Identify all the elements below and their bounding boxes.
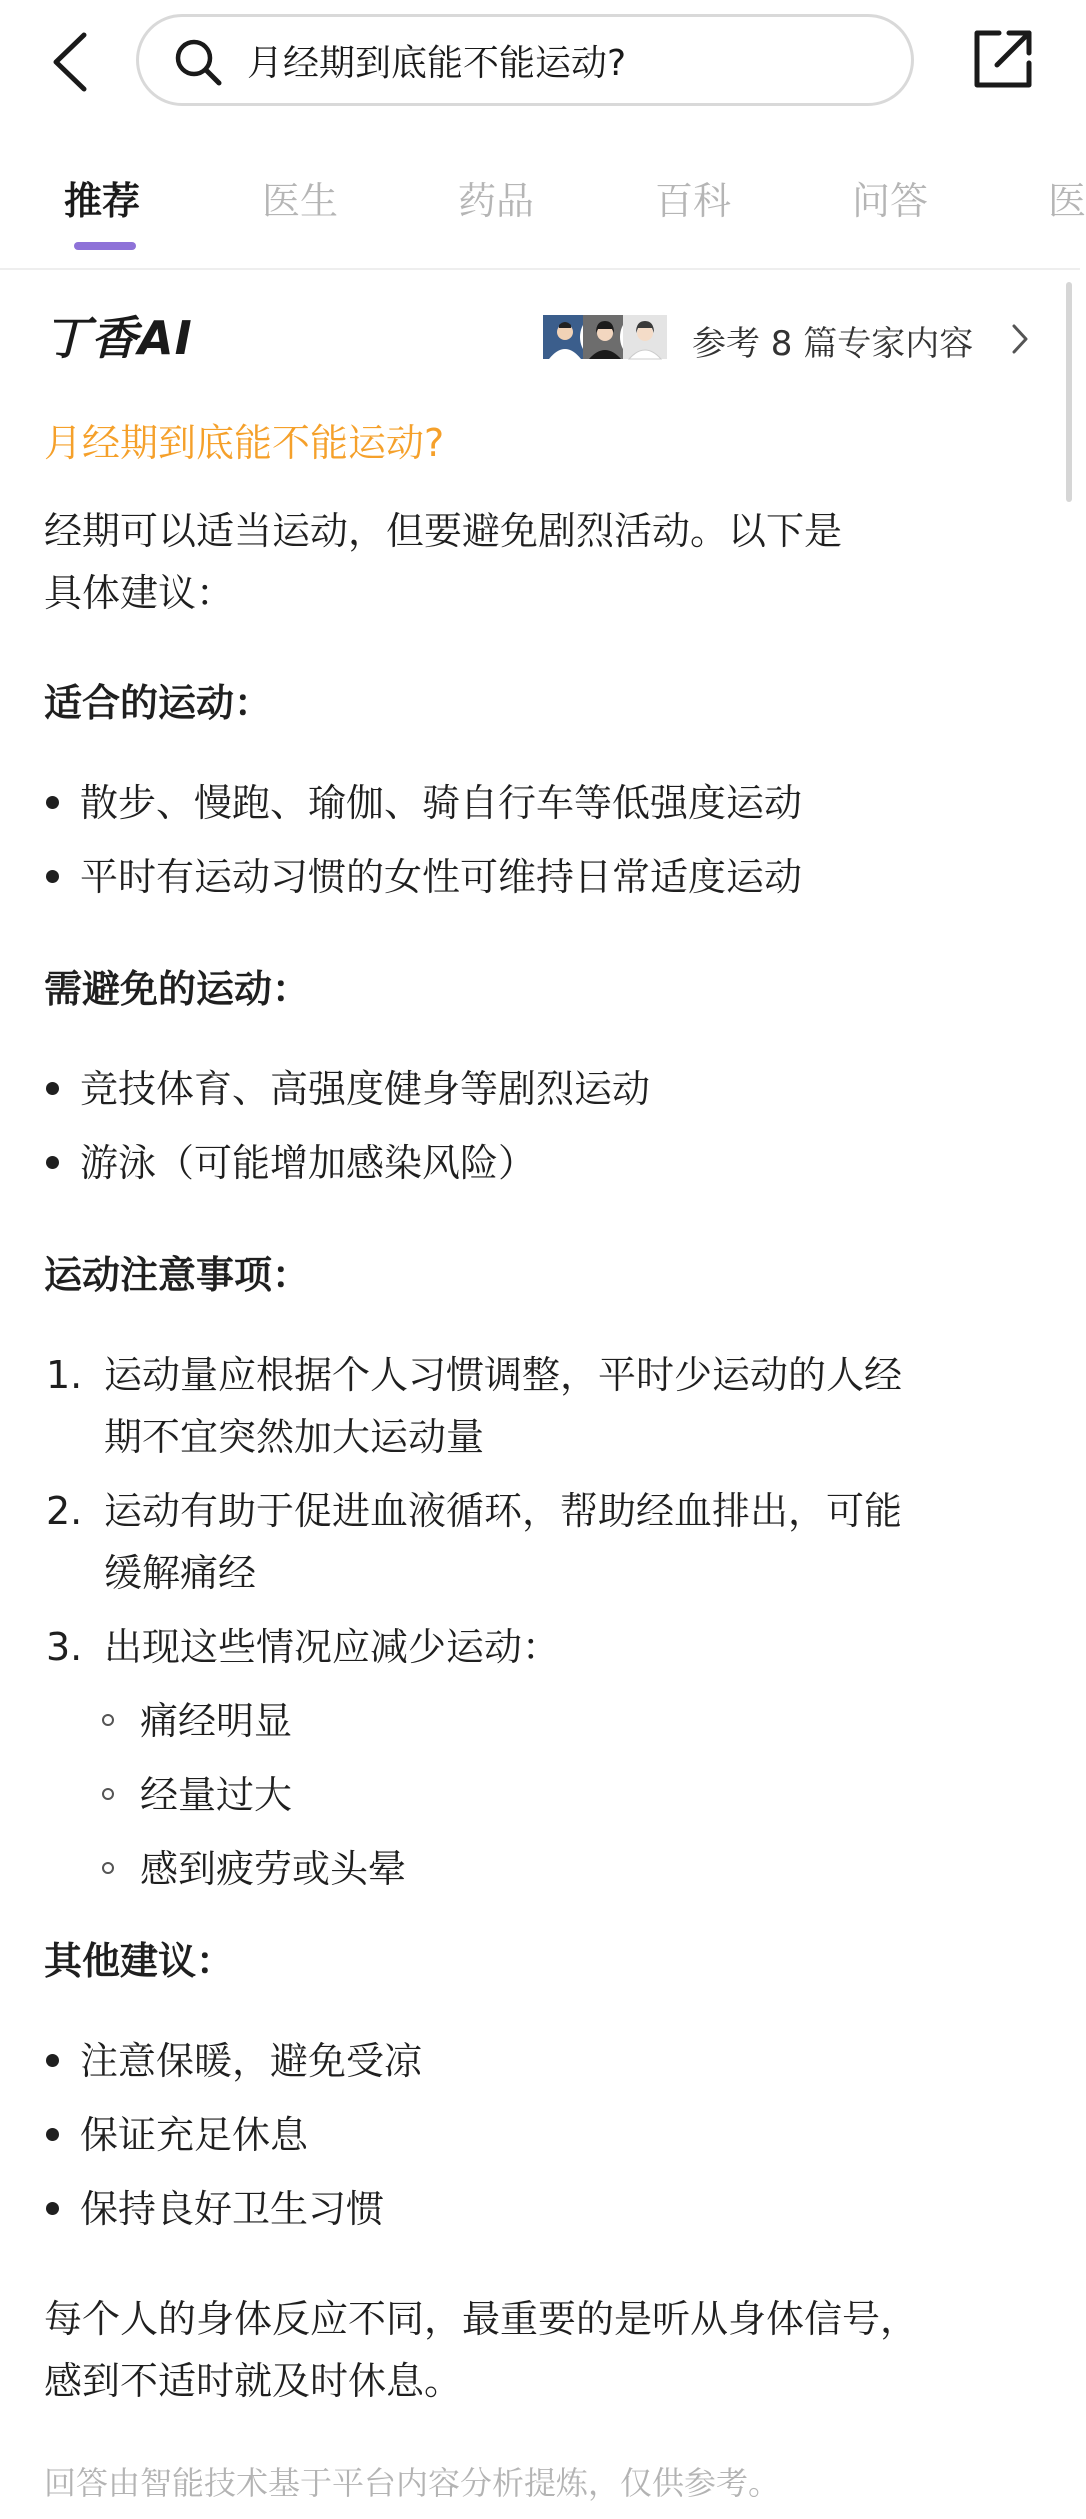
answer-intro: 经期可以适当运动，但要避免剧烈活动。以下是 xyxy=(44,509,843,553)
list-number: 2. xyxy=(46,1489,83,1533)
dxy-ai-logo xyxy=(44,312,193,368)
section-heading-avoid: 需避免的运动： xyxy=(44,967,311,1011)
circle-bullet-icon xyxy=(102,1788,114,1800)
bullet-icon xyxy=(46,2202,59,2215)
list-item-text: 缓解痛经 xyxy=(104,1551,257,1595)
chevron-right-icon xyxy=(1008,322,1032,356)
doctor-avatar-icon xyxy=(623,315,667,359)
bullet-icon xyxy=(46,2128,59,2141)
tab-qa[interactable]: 问答 xyxy=(852,179,929,223)
list-item-text: 期不宜突然加大运动量 xyxy=(104,1415,485,1459)
circle-bullet-icon xyxy=(102,1714,114,1726)
top-bar xyxy=(0,0,1080,128)
list-item-text: 感到疲劳或头晕 xyxy=(140,1847,407,1891)
list-item-text: 游泳（可能增加感染风险） xyxy=(80,1141,537,1185)
search-input[interactable] xyxy=(247,27,867,93)
chevron-left-icon xyxy=(50,31,90,93)
answer-intro: 具体建议： xyxy=(44,571,235,615)
list-item-text: 运动有助于促进血液循环，帮助经血排出，可能 xyxy=(104,1489,903,1533)
ai-logo-text: 丁香AI xyxy=(44,311,193,365)
category-tabs xyxy=(0,150,1086,270)
expert-reference-link[interactable] xyxy=(540,312,1040,368)
list-item-text: 竞技体育、高强度健身等剧烈运动 xyxy=(80,1067,651,1111)
bullet-icon xyxy=(46,1156,59,1169)
search-box[interactable] xyxy=(136,14,914,106)
share-button[interactable] xyxy=(968,24,1038,94)
back-button[interactable] xyxy=(40,22,100,102)
bullet-icon xyxy=(46,1082,59,1095)
tab-encyclopedia[interactable]: 百科 xyxy=(655,179,732,223)
tab-doctor[interactable]: 医生 xyxy=(262,179,339,223)
tab-recommend[interactable]: 推荐 xyxy=(64,179,141,223)
list-number: 3. xyxy=(46,1625,83,1669)
list-item-text: 散步、慢跑、瑜伽、骑自行车等低强度运动 xyxy=(80,781,803,825)
section-heading-notes: 运动注意事项： xyxy=(44,1253,311,1297)
list-item-text: 平时有运动习惯的女性可维持日常适度运动 xyxy=(80,855,803,899)
bullet-icon xyxy=(46,870,59,883)
bullet-icon xyxy=(46,796,59,809)
list-item-text: 出现这些情况应减少运动： xyxy=(104,1625,561,1669)
tab-more[interactable]: 医 xyxy=(1048,179,1086,223)
tab-medicine[interactable]: 药品 xyxy=(458,179,535,223)
section-heading-other: 其他建议： xyxy=(44,1939,235,1983)
avatar xyxy=(620,312,670,362)
bullet-icon xyxy=(46,2054,59,2067)
list-item-text: 运动量应根据个人习惯调整，平时少运动的人经 xyxy=(104,1353,903,1397)
list-item-text: 注意保暖，避免受凉 xyxy=(80,2039,423,2083)
share-external-icon xyxy=(971,27,1035,91)
circle-bullet-icon xyxy=(102,1862,114,1874)
answer-closing: 感到不适时就及时休息。 xyxy=(44,2359,463,2403)
list-item-text: 经量过大 xyxy=(140,1773,293,1817)
scrollbar[interactable] xyxy=(1066,282,1072,502)
reference-count-text: 参考 8 篇专家内容 xyxy=(692,324,974,364)
search-icon xyxy=(173,37,223,87)
ai-disclaimer: 回答由智能技术基于平台内容分析提炼，仅供参考。 xyxy=(44,2464,781,2502)
answer-closing: 每个人的身体反应不同，最重要的是听从身体信号， xyxy=(44,2297,919,2341)
list-number: 1. xyxy=(46,1353,83,1397)
list-item-text: 痛经明显 xyxy=(140,1699,293,1743)
active-tab-indicator xyxy=(74,242,136,250)
answer-question-title: 月经期到底能不能运动? xyxy=(44,421,445,465)
section-heading-suitable: 适合的运动： xyxy=(44,681,273,725)
list-item-text: 保证充足休息 xyxy=(80,2113,309,2157)
list-item-text: 保持良好卫生习惯 xyxy=(80,2187,385,2231)
